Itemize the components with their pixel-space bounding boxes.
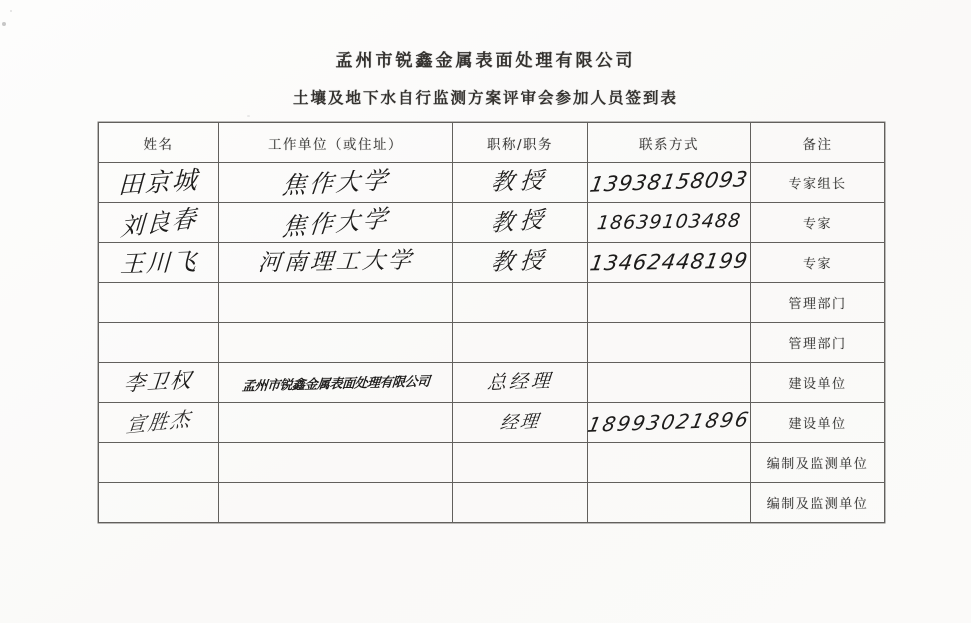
remark-label: 管理部门 xyxy=(788,337,847,352)
handwritten-phone: 18639103488 xyxy=(595,209,743,235)
cell-phone xyxy=(588,163,751,203)
remark-label: 编制及监测单位 xyxy=(766,457,869,472)
handwritten-unit: 焦作大学 xyxy=(280,165,391,200)
cell-title xyxy=(453,483,588,523)
cell-name xyxy=(99,363,219,403)
remark-label: 管理部门 xyxy=(788,297,847,312)
cell-remark xyxy=(751,443,885,483)
scan-speck xyxy=(247,115,250,117)
company-title: 孟州市锐鑫金属表面处理有限公司 xyxy=(335,51,636,71)
cell-unit xyxy=(219,163,453,203)
cell-title xyxy=(453,243,588,283)
table-header-row xyxy=(99,123,885,163)
header-cell-unit: 工作单位（或住址） xyxy=(219,123,453,163)
handwritten-title: 教授 xyxy=(489,206,551,238)
table-row xyxy=(99,483,885,523)
cell-remark xyxy=(751,403,885,443)
cell-name xyxy=(99,323,219,363)
table-row xyxy=(99,203,885,243)
cell-remark xyxy=(751,483,885,523)
cell-name xyxy=(99,443,219,483)
cell-unit xyxy=(219,443,453,483)
table-row xyxy=(99,243,885,283)
table-row xyxy=(99,323,885,363)
cell-name xyxy=(99,283,219,323)
header-cell-title: 职称/职务 xyxy=(453,123,588,163)
cell-title xyxy=(453,283,588,323)
cell-remark xyxy=(751,243,885,283)
remark-label: 建设单位 xyxy=(788,377,847,392)
remark-label: 建设单位 xyxy=(788,417,847,432)
header-cell-name: 姓名 xyxy=(99,123,219,163)
cell-phone xyxy=(588,443,751,483)
handwritten-phone: 18993021896 xyxy=(585,407,753,437)
cell-unit xyxy=(219,323,453,363)
handwritten-unit: 焦作大学 xyxy=(280,203,391,242)
remark-label: 专家组长 xyxy=(788,177,847,192)
signin-table xyxy=(98,122,885,523)
cell-phone xyxy=(588,363,751,403)
cell-unit xyxy=(219,203,453,243)
cell-title xyxy=(453,363,588,403)
handwritten-title: 教授 xyxy=(489,167,551,197)
table-row xyxy=(99,443,885,483)
cell-remark xyxy=(751,163,885,203)
cell-unit xyxy=(219,483,453,523)
cell-name xyxy=(99,403,219,443)
cell-remark xyxy=(751,323,885,363)
cell-phone xyxy=(588,483,751,523)
handwritten-name: 田京城 xyxy=(117,165,200,200)
cell-name xyxy=(99,163,219,203)
scan-speck xyxy=(10,10,12,12)
scan-speck xyxy=(2,22,6,26)
handwritten-name: 宣胜杰 xyxy=(124,406,193,438)
cell-title xyxy=(453,203,588,243)
handwritten-phone: 13462448199 xyxy=(588,248,750,276)
table-row xyxy=(99,283,885,323)
cell-remark xyxy=(751,363,885,403)
cell-phone xyxy=(588,323,751,363)
remark-label: 专家 xyxy=(802,257,832,272)
cell-unit xyxy=(219,243,453,283)
handwritten-title: 教授 xyxy=(489,247,551,277)
cell-phone xyxy=(588,243,751,283)
table-row xyxy=(99,403,885,443)
cell-title xyxy=(453,443,588,483)
handwritten-unit: 河南理工大学 xyxy=(256,247,415,277)
handwritten-title: 经理 xyxy=(498,410,542,435)
handwritten-name: 王川飞 xyxy=(119,247,198,278)
cell-name xyxy=(99,243,219,283)
cell-unit xyxy=(219,403,453,443)
table-row xyxy=(99,163,885,203)
cell-unit xyxy=(219,363,453,403)
cell-phone xyxy=(585,403,753,443)
header-cell-phone: 联系方式 xyxy=(588,123,751,163)
cell-phone xyxy=(588,203,751,243)
cell-unit xyxy=(219,283,453,323)
cell-title xyxy=(453,323,588,363)
cell-name xyxy=(99,483,219,523)
handwritten-title: 总经理 xyxy=(486,369,554,395)
page-subtitle: 土壤及地下水自行监测方案评审会参加人员签到表 xyxy=(292,89,678,107)
document-header xyxy=(0,46,971,108)
handwritten-name: 刘良春 xyxy=(119,203,198,242)
cell-title xyxy=(453,403,588,443)
remark-label: 编制及监测单位 xyxy=(766,497,869,512)
cell-name xyxy=(99,203,219,243)
header-cell-remark: 备注 xyxy=(751,123,885,163)
handwritten-phone: 13938158093 xyxy=(588,167,751,197)
cell-remark xyxy=(751,203,885,243)
table-row xyxy=(99,363,885,403)
handwritten-name: 李卫权 xyxy=(123,368,195,396)
cell-phone xyxy=(588,283,751,323)
remark-label: 专家 xyxy=(802,217,832,232)
cell-title xyxy=(453,163,588,203)
cell-remark xyxy=(751,283,885,323)
handwritten-unit: 孟州市锐鑫金属表面处理有限公司 xyxy=(241,374,430,395)
